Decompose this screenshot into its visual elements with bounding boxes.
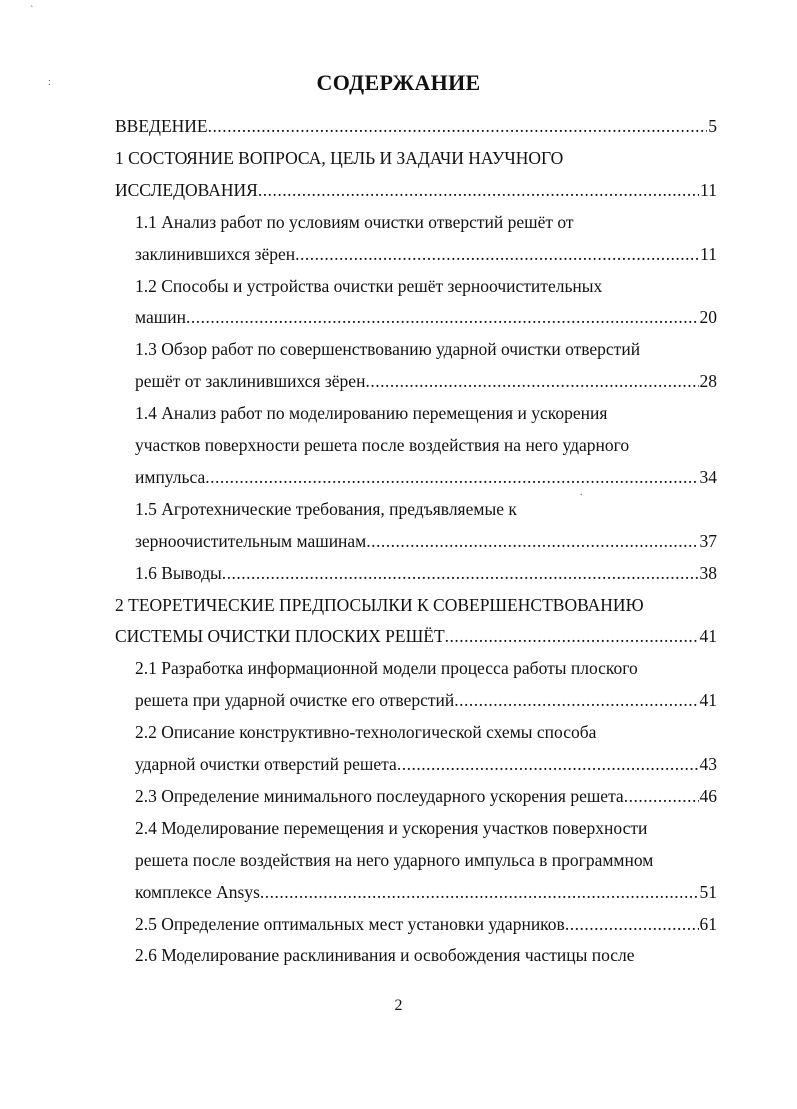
toc-line [135, 689, 717, 711]
toc-line [135, 657, 638, 679]
dot-leader [397, 753, 699, 775]
toc-entry-text: 1.4 Анализ работ по моделированию перемещения и ускорения [135, 403, 608, 424]
toc-page-number: 43 [699, 754, 717, 774]
toc-entry-text: 1.6 Выводы [135, 562, 222, 583]
toc-line [135, 211, 574, 233]
dot-leader [365, 370, 698, 392]
toc-entry-text: машин [135, 307, 186, 328]
toc-line [135, 721, 596, 743]
toc-line [135, 243, 717, 265]
toc-entry-text: 1.2 Способы и устройства очистки решёт зерноочистительных [135, 275, 603, 296]
toc-entry-text: заклинившихся зёрен [135, 243, 296, 264]
toc-line [135, 849, 653, 871]
dot-leader [260, 881, 699, 903]
toc-entry-text: 1 СОСТОЯНИЕ ВОПРОСА, ЦЕЛЬ И ЗАДАЧИ НАУЧНОГО [115, 147, 564, 168]
toc-entry-text: 2.6 Моделирование расклинивания и освобождения частицы после [135, 945, 635, 966]
dot-leader [624, 785, 699, 807]
dot-leader [565, 913, 699, 935]
toc-line [135, 466, 717, 488]
dot-leader [208, 115, 708, 137]
dot-leader [186, 306, 699, 328]
toc-line [135, 913, 717, 935]
toc-page-number: 41 [699, 626, 717, 647]
toc-page-number: 51 [699, 881, 717, 902]
toc-line [135, 562, 717, 584]
toc-page-number: 61 [699, 913, 717, 934]
toc-line [115, 179, 717, 201]
toc-line [135, 817, 647, 839]
page-number: 2 [394, 997, 403, 1014]
toc-page-number: 46 [699, 785, 717, 806]
toc-line [135, 785, 717, 807]
scan-speck: . [580, 487, 583, 498]
toc-entry-text: решета после воздействия на него ударного импульса в программном [135, 849, 654, 870]
toc-entry-text: зерноочистительным машинам [135, 530, 367, 551]
dot-leader [222, 562, 699, 584]
toc-line [135, 498, 517, 520]
toc-entry-text: 2 ТЕОРЕТИЧЕСКИЕ ПРЕДПОСЫЛКИ К СОВЕРШЕНСТВОВАНИЮ [115, 594, 644, 615]
toc-entry-text: 2.4 Моделирование перемещения и ускорения участков поверхности [135, 817, 648, 838]
toc-page-number: 11 [700, 243, 717, 264]
page-title: СОДЕРЖАНИЕ [316, 70, 481, 95]
dot-leader [205, 466, 698, 488]
toc-line [135, 402, 607, 424]
toc-page-number: 5 [708, 116, 717, 136]
dot-leader [445, 625, 699, 647]
toc-line [115, 625, 717, 647]
scan-speck: : [48, 77, 51, 88]
toc-page-number: 11 [700, 179, 717, 200]
toc-entry-text: 1.5 Агротехнические требования, предъявляемые к [135, 498, 517, 519]
toc-entry-text: ударной очистки отверстий решета [135, 754, 397, 774]
toc-line [135, 306, 717, 328]
toc-line [135, 370, 717, 392]
toc-entry-text: СИСТЕМЫ ОЧИСТКИ ПЛОСКИХ РЕШЁТ [115, 626, 445, 647]
toc-line [135, 275, 602, 297]
dot-leader [366, 530, 698, 552]
toc-page-number: 38 [699, 562, 717, 583]
toc-page-number: 37 [699, 530, 717, 551]
toc-line [135, 753, 717, 775]
toc-entry-text: ВВЕДЕНИЕ [115, 116, 208, 136]
toc-entry-text: 1.1 Анализ работ по условиям очистки отверстий решёт от [135, 211, 574, 232]
toc-line [135, 434, 629, 456]
toc-line [115, 115, 717, 137]
toc-entry-text: 2.5 Определение оптимальных мест установки ударников [135, 913, 565, 934]
toc-line [135, 338, 640, 360]
toc-page-number: 41 [699, 690, 717, 711]
toc-entry-text: решёт от заклинившихся зёрен [135, 371, 366, 392]
toc-entry-text: импульса [135, 466, 206, 487]
dot-leader [295, 243, 699, 265]
scan-speck: ` [30, 5, 34, 16]
toc-line [115, 147, 563, 169]
toc-entry-text: 1.3 Обзор работ по совершенствованию ударной очистки отверстий [135, 339, 641, 360]
toc-entry-text: 2.3 Определение минимального послеударного ускорения решета [135, 785, 624, 806]
dot-leader [258, 179, 699, 201]
toc-entry-text: участков поверхности решета после воздействия на него ударного [135, 435, 630, 455]
toc-line [135, 530, 717, 552]
toc-page-number: 28 [699, 371, 717, 392]
dot-leader [454, 689, 698, 711]
toc-entry-text: комплексе Ansys [135, 881, 260, 902]
toc-page-number: 34 [699, 466, 717, 487]
toc-entry-text: ИССЛЕДОВАНИЯ [115, 179, 258, 200]
toc-entry-text: 2.2 Описание конструктивно-технологической схемы способа [135, 722, 597, 743]
toc-line [135, 944, 635, 966]
toc-entry-text: решета при ударной очистке его отверстий [135, 690, 455, 711]
toc-line [135, 881, 717, 903]
toc-entry-text: 2.1 Разработка информационной модели процесса работы плоского [135, 658, 638, 679]
toc-page-number: 20 [699, 307, 717, 328]
toc-line [115, 594, 644, 616]
